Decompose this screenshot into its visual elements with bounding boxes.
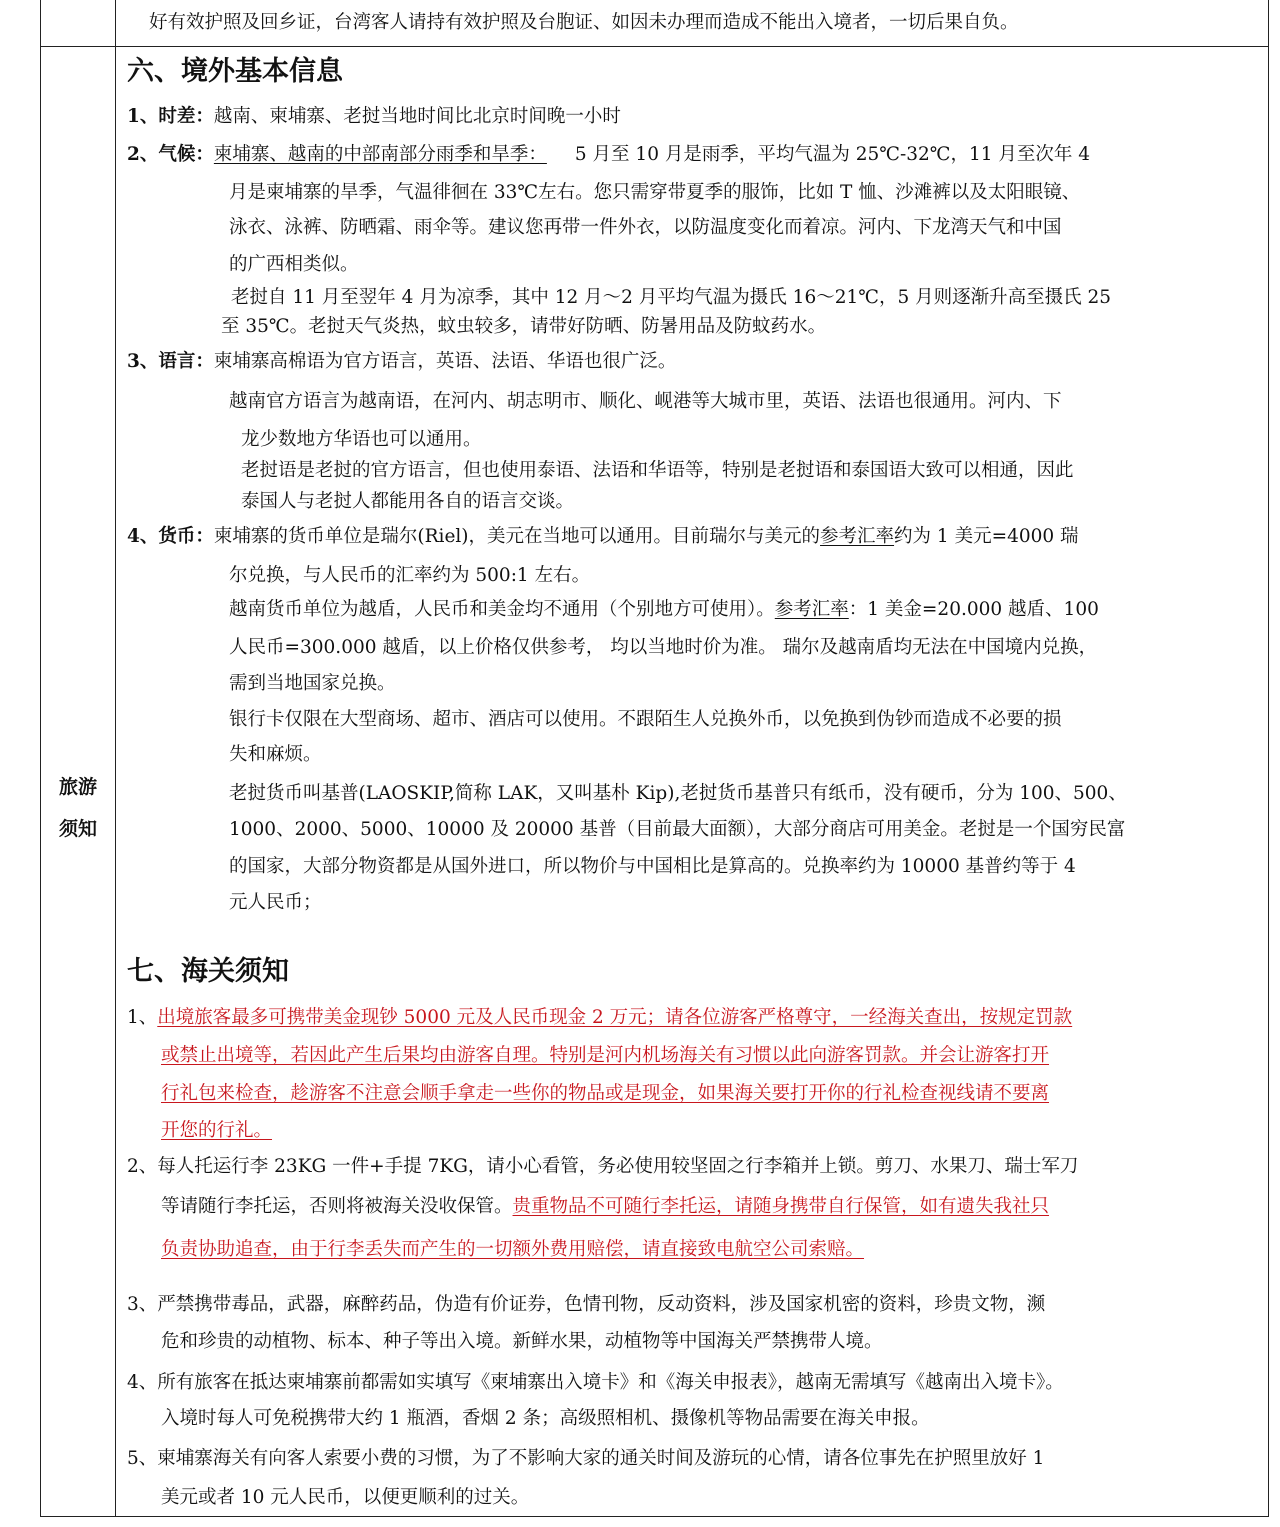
notice-table — [40, 0, 1269, 1517]
language-line-1 — [127, 348, 676, 376]
customs-item-2-line-1 — [127, 1153, 1078, 1181]
language-line-2: 越南官方语言为越南语，在河内、胡志明市、顺化、岘港等大城市里，英语、法语也很通用。河内、下 — [229, 391, 1062, 412]
time-difference-text: 越南、柬埔寨、老挝当地时间比北京时间晚一小时 — [213, 106, 621, 127]
climate-line-5: 老挝自 11 月至翌年 4 月为凉季，其中 12 月～2 月平均气温为摄氏 16～21℃，5 月则逐渐升高至摄氏 25 — [231, 287, 1112, 308]
customs-item-4-number: 4、 — [127, 1372, 158, 1393]
customs-item-4-line-1 — [127, 1369, 1064, 1397]
customs-item-1-line-2: 或禁止出境等，若因此产生后果均由游客自理。特别是河内机场海关有习惯以此向游客罚款。并会让游客打开 — [161, 1045, 1050, 1066]
section-6-title: 六、境外基本信息 — [127, 56, 343, 87]
currency-line-7: 失和麻烦。 — [229, 744, 322, 765]
row-header-line-1: 旅游 — [58, 776, 97, 798]
customs-item-4-text-1: 所有旅客在抵达柬埔寨前都需如实填写《柬埔寨出入境卡》和《海关申报表》，越南无需填写《越南出入境卡》。 — [157, 1372, 1064, 1393]
climate-label: 2、气候： — [127, 144, 214, 165]
currency-line-2: 尔兑换，与人民币的汇率约为 500:1 左右。 — [229, 565, 591, 586]
currency-line-10: 的国家，大部分物资都是从国外进口，所以物价与中国相比是算高的。兑换率约为 10000 基普约等于 4 — [229, 856, 1076, 877]
climate-line-3: 泳衣、泳裤、防晒霜、雨伞等。建议您再带一件外衣，以防温度变化而着凉。河内、下龙湾天气和中国 — [229, 217, 1062, 238]
climate-text-1: 5 月至 10 月是雨季，平均气温为 25℃-32℃，11 月至次年 4 — [574, 144, 1091, 165]
customs-item-2-warning-1: 贵重物品不可随行李托运，请随身携带自行保管，如有遗失我社只 — [512, 1196, 1050, 1217]
customs-item-3-line-2: 危和珍贵的动植物、标本、种子等出入境。新鲜水果，动植物等中国海关严禁携带人境。 — [161, 1331, 883, 1352]
time-difference-line — [127, 103, 621, 131]
climate-line-6: 至 35℃。老挝天气炎热，蚊虫较多，请带好防晒、防暑用品及防蚊药水。 — [221, 316, 827, 337]
customs-item-2-warning-2: 负责协助追查，由于行李丢失而产生的一切额外费用赔偿，请直接致电航空公司索赔。 — [161, 1239, 865, 1260]
currency-line-1 — [127, 523, 1079, 551]
column-divider — [115, 0, 116, 1516]
row-divider — [41, 46, 1268, 47]
section-7-title: 七、海关须知 — [127, 956, 289, 987]
language-text-1: 柬埔寨高棉语为官方语言，英语、法语、华语也很广泛。 — [213, 351, 677, 372]
climate-line-1 — [127, 141, 1090, 169]
language-label: 3、语言： — [127, 351, 214, 372]
currency-text-3b: ：1 美金=20.000 越盾、100 — [848, 599, 1099, 620]
language-line-5: 泰国人与老挝人都能用各自的语言交谈。 — [241, 491, 575, 512]
currency-text-3a: 越南货币单位为越盾，人民币和美金均不通用（个别地方可使用）。 — [229, 599, 775, 620]
currency-label: 4、货币： — [127, 526, 214, 547]
customs-item-2-number: 2、 — [127, 1156, 158, 1177]
customs-item-5-number: 5、 — [127, 1448, 158, 1469]
currency-line-5: 需到当地国家兑换。 — [229, 673, 396, 694]
customs-item-3-line-1 — [127, 1291, 1045, 1319]
time-difference-label: 1、时差： — [127, 106, 214, 127]
climate-line-2: 月是柬埔寨的旱季，气温徘徊在 33℃左右。您只需穿带夏季的服饰，比如 T 恤、沙滩裤以及太阳眼镜、 — [229, 182, 1081, 203]
customs-item-1-number: 1、 — [127, 1007, 158, 1028]
customs-item-1-line-3: 行礼包来检查，趁游客不注意会顺手拿走一些你的物品或是现金，如果海关要打开你的行礼检查视线请不要离 — [161, 1083, 1050, 1104]
climate-line-4: 的广西相类似。 — [229, 254, 359, 275]
currency-text-1-underlined: 参考汇率 — [820, 526, 895, 547]
customs-item-1-text-1: 出境旅客最多可携带美金现钞 5000 元及人民币现金 2 万元；请各位游客严格尊守，一经海关查出，按规定罚款 — [157, 1007, 1073, 1028]
customs-item-3-number: 3、 — [127, 1294, 158, 1315]
language-line-4: 老挝语是老挝的官方语言，但也使用泰语、法语和华语等，特别是老挝语和泰国语大致可以相通，因此 — [241, 460, 1074, 481]
customs-item-2-text-2: 等请随行李托运，否则将被海关没收保管。 — [161, 1196, 513, 1217]
climate-lead: 柬埔寨、越南的中部南部分雨季和旱季： — [213, 144, 547, 165]
customs-item-2-text-1: 每人托运行李 23KG 一件+手提 7KG，请小心看管，务必使用较坚固之行李箱并上锁。剪刀、水果刀、瑞士军刀 — [157, 1156, 1079, 1177]
currency-text-1a: 柬埔寨的货币单位是瑞尔(Riel)，美元在当地可以通用。目前瑞尔与美元的 — [213, 526, 821, 547]
currency-line-3 — [229, 596, 1099, 624]
customs-item-3-text-1: 严禁携带毒品，武器，麻醉药品，伪造有价证券，色情刊物，反动资料，涉及国家机密的资料，珍贵文物，濒 — [157, 1294, 1046, 1315]
currency-text-1b: 约为 1 美元=4000 瑞 — [894, 526, 1079, 547]
customs-item-2-line-2 — [161, 1193, 1049, 1221]
currency-line-4: 人民币=300.000 越盾，以上价格仅供参考， 均以当地时价为准。 瑞尔及越南盾均无法在中国境内兑换， — [229, 637, 1098, 658]
customs-item-4-line-2: 入境时每人可免税携带大约 1 瓶酒，香烟 2 条；高级照相机、摄像机等物品需要在海关申报。 — [161, 1408, 930, 1429]
currency-line-9: 1000、2000、5000、10000 及 20000 基普（目前最大面额），大部分商店可用美金。老挝是一个国穷民富 — [229, 819, 1126, 840]
currency-line-8: 老挝货币叫基普(LAOSKIP,简称 LAK，又叫基朴 Kip),老挝货币基普只有纸币，没有硬币，分为 100、500、 — [229, 783, 1127, 804]
currency-line-11: 元人民币； — [229, 892, 322, 913]
currency-line-6: 银行卡仅限在大型商场、超市、酒店可以使用。不跟陌生人兑换外币，以免换到伪钞而造成不必要的损 — [229, 709, 1062, 730]
top-continuation-line: 好有效护照及回乡证，台湾客人请持有效护照及台胞证、如因未办理而造成不能出入境者，一切后果自负。 — [149, 12, 1019, 33]
language-line-3: 龙少数地方华语也可以通用。 — [241, 429, 482, 450]
currency-text-3-underlined: 参考汇率 — [774, 599, 849, 620]
customs-item-5-line-2: 美元或者 10 元人民币，以便更顺利的过关。 — [161, 1487, 530, 1508]
customs-item-5-line-1 — [127, 1445, 1044, 1473]
customs-item-1-line-4: 开您的行礼。 — [161, 1120, 273, 1141]
row-header-travel-notice — [41, 766, 115, 850]
customs-item-1-line-1 — [127, 1004, 1072, 1032]
row-header-line-2: 须知 — [58, 818, 97, 840]
customs-item-5-text-1: 柬埔寨海关有向客人索要小费的习惯，为了不影响大家的通关时间及游玩的心情，请各位事先在护照里放好 1 — [157, 1448, 1045, 1469]
